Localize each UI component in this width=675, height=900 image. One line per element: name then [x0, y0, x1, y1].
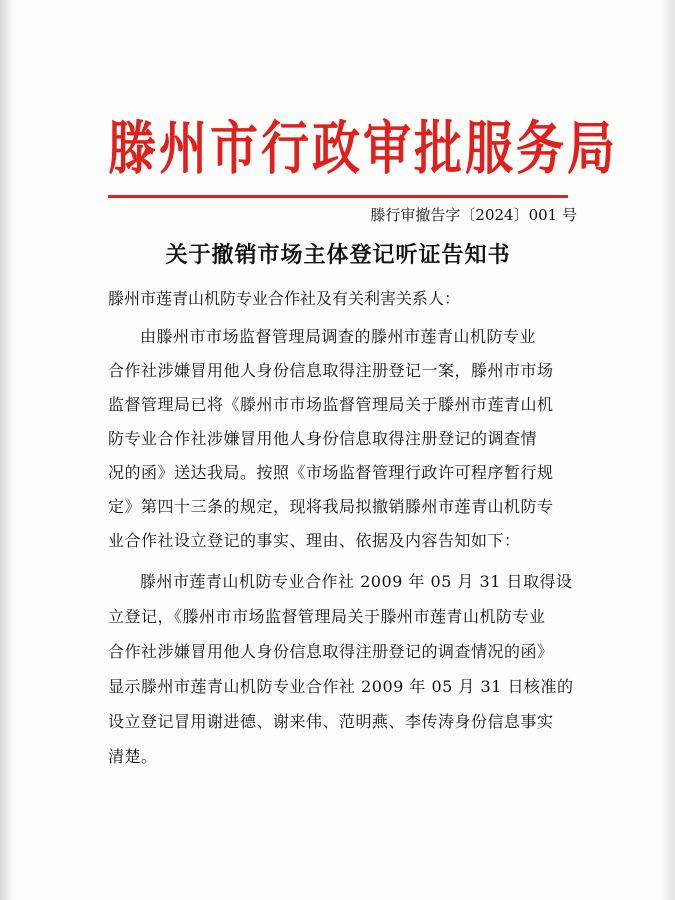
paragraph-line: 监督管理局已将《滕州市市场监督管理局关于滕州市莲青山机: [108, 395, 554, 414]
issuer-letterhead: 滕州市行政审批服务局: [108, 115, 619, 183]
paragraph-line: 立登记，《滕州市市场监督管理局关于滕州市莲青山机防专业: [108, 607, 546, 626]
body-paragraph-2: [108, 564, 582, 774]
document-number: 滕行审撤告字〔2024〕001 号: [370, 206, 577, 224]
paragraph-line: 定》第四十三条的规定，现将我局拟撤销滕州市莲青山机防专: [108, 497, 554, 516]
paragraph-line: 设立登记冒用谢进德、谢来伟、范明燕、李传涛身份信息事实: [108, 712, 554, 731]
body-paragraph-1: [108, 320, 582, 558]
paragraph-line: 清楚。: [108, 747, 158, 766]
paragraph-line: 业合作社设立登记的事实、理由、依据及内容告知如下：: [108, 531, 521, 550]
paragraph-line: 由滕州市市场监督管理局调查的滕州市莲青山机防专业: [140, 327, 537, 346]
paragraph-line: 防专业合作社涉嫌冒用他人身份信息取得注册登记的调查情: [108, 429, 538, 448]
scan-edge-left: [0, 0, 14, 900]
paragraph-line: 合作社涉嫌冒用他人身份信息取得注册登记一案，滕州市市场: [108, 361, 554, 380]
recipient-line: 滕州市莲青山机防专业合作社及有关利害关系人：: [108, 289, 461, 308]
paragraph-line: 合作社涉嫌冒用他人身份信息取得注册登记的调查情况的函》: [108, 642, 554, 661]
document-heading: 关于撤销市场主体登记听证告知书: [165, 242, 511, 268]
paragraph-line: 滕州市莲青山机防专业合作社 2009 年 05 月 31 日取得设: [140, 572, 573, 591]
paragraph-line: 显示滕州市莲青山机防专业合作社 2009 年 05 月 31 日核准的: [108, 677, 574, 696]
paragraph-line: 况的函》送达我局。按照《市场监督管理行政许可程序暂行规: [108, 463, 554, 482]
letterhead-red-rule: [108, 195, 568, 198]
scan-edge-right: [661, 0, 675, 900]
